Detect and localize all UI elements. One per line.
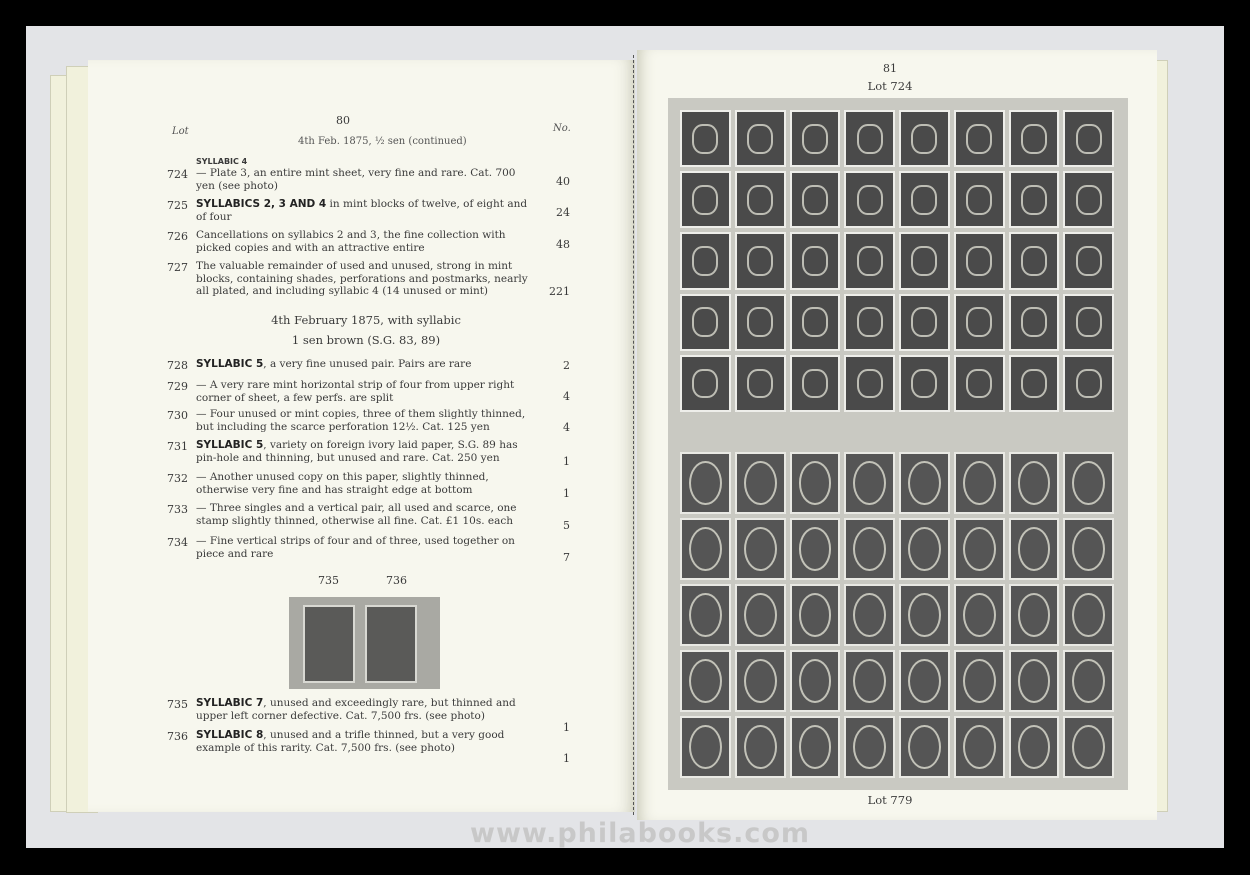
- stamp-image: [680, 232, 731, 289]
- photo-label-735: 735: [318, 574, 339, 587]
- stamp-sheet-lot-724: [668, 98, 1128, 450]
- stamp-image: [790, 716, 841, 778]
- stamp-image: [954, 584, 1005, 646]
- stamp-image: [954, 110, 1005, 167]
- stamp-image: [1063, 232, 1114, 289]
- lot-description: Cancellations on syllabics 2 and 3, the fine collection with picked copies and with an attractive entire: [196, 229, 506, 254]
- stamp-sheet-lot-779: [668, 440, 1128, 790]
- stamp-image: [735, 650, 786, 712]
- stamp-image: [790, 452, 841, 514]
- stamp-image: [1009, 294, 1060, 351]
- lot-description: — Plate 3, an entire mint sheet, very fine and rare. Cat. 700 yen (see photo): [196, 167, 516, 192]
- stamp-image: [1009, 716, 1060, 778]
- stamp-image: [844, 232, 895, 289]
- stamp-image: [954, 716, 1005, 778]
- stamp-image: [1063, 650, 1114, 712]
- lot-description: — Three singles and a vertical pair, all used and scarce, one stamp slightly thinned, otherwise all fine. Cat. £1 10s. each: [196, 502, 517, 527]
- stamp-image: [1063, 584, 1114, 646]
- stamp-image: [735, 584, 786, 646]
- photo-label-736: 736: [386, 574, 407, 587]
- stamp-image: [899, 232, 950, 289]
- stamp-image: [1063, 355, 1114, 412]
- stamp-image: [790, 518, 841, 580]
- lot-description: SYLLABIC 8, unused and a trifle thinned, but a very good example of this rarity. Cat. 7,500 frs. (see photo): [196, 729, 505, 754]
- stamp-image: [844, 355, 895, 412]
- stamp-image: [1009, 518, 1060, 580]
- header-no: No.: [553, 123, 571, 134]
- lot-number: 730: [167, 409, 188, 422]
- lot-number: 729: [167, 380, 188, 393]
- stamp-image: [899, 294, 950, 351]
- lot-description: — A very rare mint horizontal strip of four from upper right corner of sheet, a few perfs. are split: [196, 379, 515, 404]
- stamp-image: [899, 355, 950, 412]
- lot-description: The valuable remainder of used and unused, strong in mint blocks, containing shades, perforations and postmarks, nearly all plated, and including syllabic 4 (14 unused or mint): [196, 260, 528, 297]
- stamp-image: [735, 452, 786, 514]
- stamp-image: [680, 294, 731, 351]
- stamp-image: [790, 650, 841, 712]
- lot-quantity: 5: [563, 519, 570, 532]
- lot-description: SYLLABICS 2, 3 AND 4 in mint blocks of twelve, of eight and of four: [196, 198, 528, 223]
- lot-description: — Four unused or mint copies, three of them slightly thinned, but including the scarce perforation 12½. Cat. 125 yen: [196, 408, 526, 433]
- stamp-image: [680, 584, 731, 646]
- stamp-image: [844, 171, 895, 228]
- stamp-image: [1063, 452, 1114, 514]
- lot-quantity: 2: [563, 359, 570, 372]
- top-caption: Lot 724: [867, 79, 913, 93]
- stamp-image: [1009, 355, 1060, 412]
- stamp-image: [790, 584, 841, 646]
- stamp-image: [1009, 110, 1060, 167]
- left-page-number: 80: [336, 114, 350, 127]
- stamp-image: [844, 294, 895, 351]
- stamp-image: [954, 518, 1005, 580]
- stamp-image: [1063, 716, 1114, 778]
- lot-number: 734: [167, 536, 188, 549]
- lot-number: 736: [167, 730, 188, 743]
- lot-quantity: 48: [556, 238, 570, 251]
- stamp-image: [790, 294, 841, 351]
- stamp-image: [680, 716, 731, 778]
- stamp-image: [1009, 452, 1060, 514]
- stamp-image: [899, 650, 950, 712]
- lot-number: 735: [167, 698, 188, 711]
- stamp-image: [790, 171, 841, 228]
- lot-quantity: 7: [563, 551, 570, 564]
- stamp-image: [790, 110, 841, 167]
- lot-number: 724: [167, 168, 188, 181]
- lot-description: — Fine vertical strips of four and of three, used together on piece and rare: [196, 535, 515, 560]
- stamp-image: [735, 355, 786, 412]
- section-subtitle-continued: 4th Feb. 1875, ½ sen (continued): [298, 136, 467, 147]
- lot-quantity: 4: [563, 390, 570, 403]
- stamp-image: [844, 110, 895, 167]
- stamp-image: [899, 518, 950, 580]
- stamp-image: [1063, 294, 1114, 351]
- stamp-image: [844, 584, 895, 646]
- right-page-number: 81: [883, 62, 897, 75]
- syllabic-4-label: SYLLABIC 4: [196, 157, 248, 166]
- lot-quantity: 1: [563, 752, 570, 765]
- lot-number: 725: [167, 199, 188, 212]
- stamp-image: [1009, 650, 1060, 712]
- watermark-text: www.philabooks.com: [470, 818, 811, 849]
- lot-number: 731: [167, 440, 188, 453]
- stamp-image: [1063, 110, 1114, 167]
- bottom-caption: Lot 779: [867, 793, 913, 807]
- stamp-image: [899, 452, 950, 514]
- stamp-grid-bottom: [680, 452, 1114, 778]
- lot-quantity: 24: [556, 206, 570, 219]
- lot-number: 732: [167, 472, 188, 485]
- stamp-image: [790, 232, 841, 289]
- stamp-image: [735, 171, 786, 228]
- lot-quantity: 4: [563, 421, 570, 434]
- lot-number: 728: [167, 359, 188, 372]
- stamp-image: [1009, 232, 1060, 289]
- stamp-image: [899, 716, 950, 778]
- lot-description: SYLLABIC 7, unused and exceedingly rare, but thinned and upper left corner defective. Cat. 7,500 frs. (see photo): [196, 697, 516, 722]
- stamp-image: [954, 294, 1005, 351]
- lot-description: — Another unused copy on this paper, slightly thinned, otherwise very fine and has straight edge at bottom: [196, 471, 489, 496]
- stamp-image: [735, 232, 786, 289]
- stamp-image: [899, 110, 950, 167]
- stamp-image: [844, 650, 895, 712]
- lot-quantity: 1: [563, 455, 570, 468]
- stamp-image: [790, 355, 841, 412]
- stamp-image: [680, 452, 731, 514]
- lot-number: 726: [167, 230, 188, 243]
- stamp-image: [844, 518, 895, 580]
- stamp-image: [735, 110, 786, 167]
- stamp-image: [735, 518, 786, 580]
- stamp-image: [954, 171, 1005, 228]
- stamp-grid-top: [680, 110, 1114, 412]
- stamp-image: [844, 452, 895, 514]
- stamp-image: [680, 110, 731, 167]
- stamp-image: [680, 650, 731, 712]
- stamp-image: [899, 584, 950, 646]
- stamp-image: [954, 650, 1005, 712]
- stamp-image: [1009, 171, 1060, 228]
- stamp-image: [954, 232, 1005, 289]
- section-subtitle: 1 sen brown (S.G. 83, 89): [291, 333, 441, 347]
- lot-description: SYLLABIC 5, a very fine unused pair. Pairs are rare: [196, 358, 472, 370]
- lot-quantity: 221: [549, 285, 570, 298]
- stamp-image: [680, 518, 731, 580]
- stamp-image: [954, 452, 1005, 514]
- stamp-735-image: [303, 605, 355, 683]
- section-title: 4th February 1875, with syllabic: [271, 313, 461, 327]
- stamp-image: [1063, 518, 1114, 580]
- stamp-image: [735, 294, 786, 351]
- stamp-image: [899, 171, 950, 228]
- stamp-image: [680, 355, 731, 412]
- stamp-photo: [289, 597, 440, 689]
- stamp-image: [1009, 584, 1060, 646]
- stamp-image: [680, 171, 731, 228]
- lot-quantity: 1: [563, 487, 570, 500]
- lot-number: 733: [167, 503, 188, 516]
- lot-number: 727: [167, 261, 188, 274]
- header-lot: Lot: [172, 126, 189, 137]
- stamp-image: [954, 355, 1005, 412]
- stamp-image: [1063, 171, 1114, 228]
- lot-description: SYLLABIC 5, variety on foreign ivory laid paper, S.G. 89 has pin-hole and thinning, but unused and rare. Cat. 250 yen: [196, 439, 518, 464]
- stamp-image: [844, 716, 895, 778]
- lot-quantity: 1: [563, 721, 570, 734]
- stamp-736-image: [365, 605, 417, 683]
- stamp-image: [735, 716, 786, 778]
- lot-quantity: 40: [556, 175, 570, 188]
